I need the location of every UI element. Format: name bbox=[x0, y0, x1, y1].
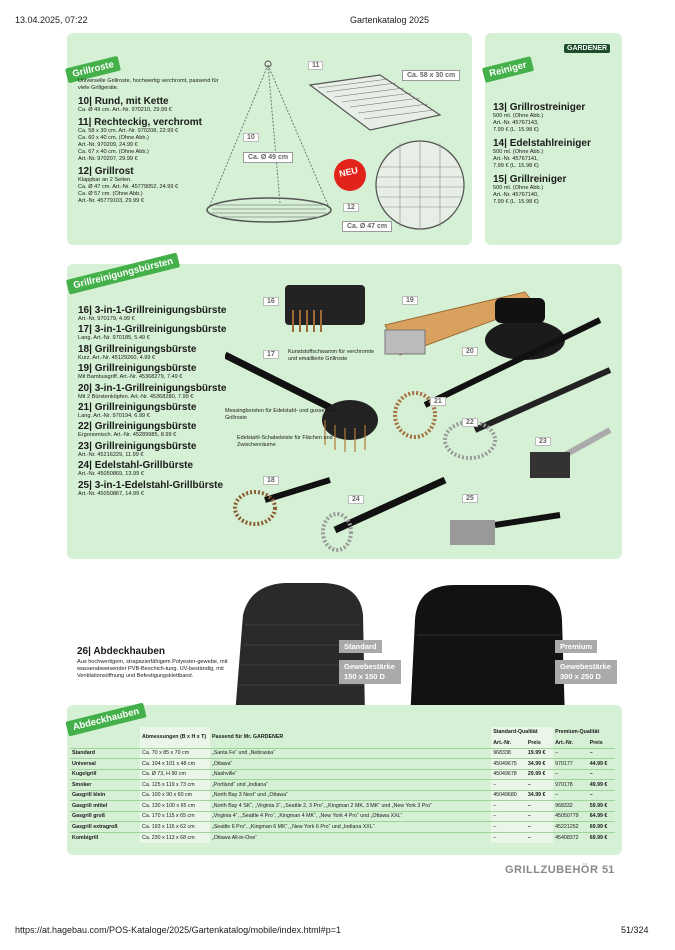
cell-s-art: – bbox=[491, 780, 526, 791]
cell-dim: Ca. 125 x 119 x 73 cm bbox=[140, 780, 210, 791]
size-label-11: Ca. 58 x 30 cm bbox=[402, 70, 460, 81]
img-num-11: 11 bbox=[308, 61, 323, 70]
standard-weave: Gewebestärke 150 x 150 D bbox=[339, 660, 401, 684]
table-row bbox=[70, 759, 615, 770]
buerste-line: Art.-Nr. 45050867, 14.99 € bbox=[78, 490, 144, 497]
cell-dim: Ca. 100 x 90 x 60 cm bbox=[140, 790, 210, 801]
cell-p-price: 69.99 € bbox=[588, 822, 615, 833]
cell-s-price: – bbox=[526, 832, 553, 843]
brush-num-25: 25 bbox=[462, 494, 478, 503]
grillrost-line: Art.-Nr. 970207, 29.99 € bbox=[78, 156, 138, 162]
reiniger-title: 15| Grillreiniger bbox=[493, 174, 567, 185]
reiniger-line: 7.99 € (L. 15.98 €) bbox=[493, 163, 539, 169]
brush-num-21: 21 bbox=[430, 397, 446, 406]
standard-label: Standard bbox=[339, 640, 382, 653]
cell-p-price: 44.99 € bbox=[588, 759, 615, 770]
th-fits: Passend für Mr. GARDENER bbox=[212, 734, 284, 741]
cell-p-price: – bbox=[588, 748, 615, 759]
print-datetime: 13.04.2025, 07:22 bbox=[15, 15, 88, 25]
brush-num-24: 24 bbox=[348, 495, 364, 504]
buerste-title: 24| Edelstahl-Grillbürste bbox=[78, 460, 194, 472]
cell-s-art: 968338 bbox=[491, 748, 526, 759]
buerste-line: Lang. Art.-Nr. 970194, 6.99 € bbox=[78, 412, 150, 419]
cell-dim: Ca. 130 x 100 x 65 cm bbox=[140, 801, 210, 812]
reiniger-line: 7.99 € (L. 15.98 €) bbox=[493, 199, 539, 205]
cell-s-price: – bbox=[526, 801, 553, 812]
page-number: 51 bbox=[602, 864, 615, 876]
cell-fits: „Santa Fe“ und „Nebraska“ bbox=[210, 748, 491, 759]
brand-logo: GARDENER bbox=[564, 44, 610, 53]
table-row bbox=[70, 769, 615, 780]
annotation-sponge: Kunststoffschwamm für verchromte und emaillierte Grillroste bbox=[288, 349, 375, 362]
th-prem: Premium-Qualität bbox=[555, 729, 600, 736]
cell-dim: Ca. 230 x 113 x 68 cm bbox=[140, 832, 210, 843]
cell-s-art: 45049678 bbox=[491, 769, 526, 780]
cell-fits: „Portland“ und „Indiana“ bbox=[210, 780, 491, 791]
cell-name: Gasgrill klein bbox=[70, 790, 140, 801]
cell-p-price: 59.99 € bbox=[588, 801, 615, 812]
cell-name: Kombigrill bbox=[70, 832, 140, 843]
buerste-product bbox=[78, 344, 228, 362]
cell-fits: „North Bay 4 SK“, „Virginia 3“, „Seattle 2, 3 Pro“, „Kingman 2 MK, 3 MK“ und „New York 3 Pro“ bbox=[210, 801, 491, 812]
brush-num-23: 23 bbox=[535, 437, 551, 446]
grillrost-title: 10| Rund, mit Kette bbox=[78, 96, 169, 107]
annotation-scraper: Edelstahl-Schabeleiste für Flächen und Zwischenräume bbox=[237, 435, 333, 448]
buerste-line: Kurz. Art.-Nr. 45129260, 4.99 € bbox=[78, 354, 156, 361]
cell-p-art: 45221252 bbox=[553, 822, 588, 833]
buerste-product bbox=[78, 363, 228, 381]
buerste-title: 18| Grillreinigungsbürste bbox=[78, 343, 197, 355]
cell-s-art: – bbox=[491, 822, 526, 833]
buerste-line: Art.-Nr. 45216229, 11.99 € bbox=[78, 451, 144, 458]
reiniger-line: Art.-Nr. 45767141, bbox=[493, 156, 539, 162]
grillrost-line: Ca. 67 x 40 cm. (Ohne Abb.) bbox=[78, 149, 149, 155]
print-doc-title: Gartenkatalog 2025 bbox=[350, 15, 430, 25]
reiniger-product bbox=[493, 138, 618, 170]
buerste-line: Ergonomisch. Art.-Nr. 45289985, 8.99 € bbox=[78, 432, 177, 439]
buerste-line: Lang. Art.-Nr. 970185, 5.49 € bbox=[78, 335, 150, 342]
table-row bbox=[70, 801, 615, 812]
abdeckhauben-title: 26| Abdeckhauben bbox=[77, 646, 166, 657]
th-std-art: Art.-Nr. bbox=[491, 738, 526, 749]
cell-s-art: – bbox=[491, 832, 526, 843]
cell-s-art: 45049675 bbox=[491, 759, 526, 770]
abdeckhauben-table bbox=[70, 727, 615, 843]
cell-p-art: 970178 bbox=[553, 780, 588, 791]
reiniger-tag: Reiniger bbox=[482, 56, 534, 83]
buerste-line: Art.-Nr. 970179, 4.99 € bbox=[78, 316, 135, 322]
cell-p-art: 968332 bbox=[553, 801, 588, 812]
reiniger-line: Art.-Nr. 45767140, bbox=[493, 192, 539, 198]
grillrost-line: Ca. Ø 49 cm. Art.-Nr. 970210, 29.99 € bbox=[78, 107, 172, 113]
buerste-title: 19| Grillreinigungsbürste bbox=[78, 363, 197, 375]
grillrost-title: 11| Rechteckig, verchromt bbox=[78, 117, 202, 128]
th-prem-art: Art.-Nr. bbox=[555, 739, 574, 746]
buerste-title: 20| 3-in-1-Grillreinigungsbürste bbox=[78, 382, 227, 394]
grillrost-line: Klappbar an 2 Seiten. bbox=[78, 177, 132, 183]
premium-weave: Gewebestärke 300 x 250 D bbox=[555, 660, 617, 684]
neu-badge: NEU bbox=[338, 165, 359, 179]
buerste-line: Mit 2 Bürstenköpfen. Art.-Nr. 45368280, 7.99 € bbox=[78, 393, 194, 400]
buerste-product bbox=[78, 421, 228, 439]
premium-label: Premium bbox=[555, 640, 597, 653]
cell-s-price: 19.99 € bbox=[526, 748, 553, 759]
buerste-title: 21| Grillreinigungsbürste bbox=[78, 401, 197, 413]
cell-name: Kugelgrill bbox=[70, 769, 140, 780]
th-std-price: Preis bbox=[526, 738, 553, 749]
cell-s-price: 34.99 € bbox=[526, 790, 553, 801]
cell-dim: Ca. 104 x 101 x 48 cm bbox=[140, 759, 210, 770]
cell-p-art: – bbox=[553, 769, 588, 780]
cell-p-art: – bbox=[553, 790, 588, 801]
cell-p-art: – bbox=[553, 748, 588, 759]
brush-num-17: 17 bbox=[263, 350, 279, 359]
cell-p-price: 64.99 € bbox=[588, 811, 615, 822]
cell-dim: Ca. 193 x 116 x 62 cm bbox=[140, 822, 210, 833]
cell-name: Universal bbox=[70, 759, 140, 770]
grillrost-title: 12| Grillrost bbox=[78, 166, 134, 177]
reiniger-line: Art.-Nr. 45767143, bbox=[493, 120, 539, 126]
abdeckhauben-tag: Abdeckhauben bbox=[65, 703, 146, 737]
cell-s-price: – bbox=[526, 780, 553, 791]
table-row bbox=[70, 822, 615, 833]
grillroste-intro: Universelle Grillroste, hochwertig verchromt, passend für viele Grillgeräte. bbox=[78, 78, 219, 91]
cell-fits: „Ottawa All-in-One“ bbox=[210, 832, 491, 843]
buerste-line: Mit Bambusgriff. Art.-Nr. 45368279, 7.49 € bbox=[78, 374, 183, 381]
cell-p-price: 69.99 € bbox=[588, 832, 615, 843]
cell-p-art: 970177 bbox=[553, 759, 588, 770]
reiniger-product bbox=[493, 102, 618, 134]
abdeckhauben-images bbox=[225, 575, 570, 725]
cell-s-price: – bbox=[526, 811, 553, 822]
grillrost-line: Art.-Nr. 970209, 24.99 € bbox=[78, 142, 138, 148]
abdeckhauben-text bbox=[77, 646, 232, 680]
buersten-text bbox=[78, 305, 228, 499]
th-std: Standard-Qualität bbox=[491, 727, 553, 738]
cell-s-art: – bbox=[491, 801, 526, 812]
grillroste-tag: Grillroste bbox=[65, 56, 121, 84]
cell-name: Standard bbox=[70, 748, 140, 759]
cell-s-price: – bbox=[526, 822, 553, 833]
grillrost-line: Ca. 58 x 30 cm. Art.-Nr. 970208, 22.99 € bbox=[78, 128, 179, 134]
buerste-product bbox=[78, 402, 228, 420]
cell-fits: „Virginia 4“, „Seattle 4 Pro“, „Kingman 4 MK“, „New York 4 Pro“ und „Ottawa XXL“ bbox=[210, 811, 491, 822]
cell-dim: Ca. Ø 73, H 90 cm bbox=[140, 769, 210, 780]
cell-p-price: – bbox=[588, 769, 615, 780]
cell-p-price: – bbox=[588, 790, 615, 801]
cell-name: Gasgrill groß bbox=[70, 811, 140, 822]
brush-num-22: 22 bbox=[462, 418, 478, 427]
img-num-10: 10 bbox=[243, 133, 259, 142]
cell-p-price: 49.99 € bbox=[588, 780, 615, 791]
reiniger-line: 500 ml. (Ohne Abb.) bbox=[493, 185, 544, 191]
cell-fits: „North Bay 3 Next“ und „Ottawa“ bbox=[210, 790, 491, 801]
grillrost-line: Ca. 60 x 40 cm. (Ohne Abb.) bbox=[78, 135, 149, 141]
table-row bbox=[70, 832, 615, 843]
cell-fits: „Ottawa“ bbox=[210, 759, 491, 770]
table-row bbox=[70, 790, 615, 801]
brush-num-19: 19 bbox=[402, 296, 418, 305]
th-dim: Abmessungen (B x H x T) bbox=[140, 727, 210, 748]
buerste-product bbox=[78, 324, 228, 342]
brush-num-18: 18 bbox=[263, 476, 279, 485]
buerste-product bbox=[78, 441, 228, 459]
buerste-product bbox=[78, 305, 228, 323]
cell-s-price: 34.99 € bbox=[526, 759, 553, 770]
cell-p-art: 45408372 bbox=[553, 832, 588, 843]
annotation-brass: Messingborsten für Edelstahl- und gusseiserne Grillroste bbox=[225, 408, 340, 421]
buerste-product bbox=[78, 460, 228, 478]
img-num-12: 12 bbox=[343, 203, 359, 212]
cell-name: Gasgrill mittel bbox=[70, 801, 140, 812]
table-row bbox=[70, 748, 615, 759]
brush-num-16: 16 bbox=[263, 297, 279, 306]
buerste-product bbox=[78, 383, 228, 401]
buerste-title: 23| Grillreinigungsbürste bbox=[78, 440, 197, 452]
cell-fits: „Seattle 6 Pro“, „Kingman 6 MK“, „New York 6 Pro“ und „Indiana XXL“ bbox=[210, 822, 491, 833]
size-label-10: Ca. Ø 49 cm bbox=[243, 152, 293, 163]
section-footer: GRILLZUBEHÖR bbox=[505, 864, 599, 876]
grillrost-line: Ca. Ø 57 cm. (Ohne Abb.) bbox=[78, 191, 143, 197]
reiniger-line: 500 ml. (Ohne Abb.) bbox=[493, 149, 544, 155]
cell-fits: „Nashville“ bbox=[210, 769, 491, 780]
reiniger-title: 14| Edelstahlreiniger bbox=[493, 138, 591, 149]
grillrost-line: Art.-Nr. 45779103, 29.99 € bbox=[78, 198, 144, 204]
grillroste-images bbox=[200, 55, 470, 240]
brush-num-20: 20 bbox=[462, 347, 478, 356]
table-row bbox=[70, 780, 615, 791]
th-prem-price: Preis bbox=[589, 739, 603, 746]
reiniger-title: 13| Grillrostreiniger bbox=[493, 102, 586, 113]
reiniger-line: 7.99 € (L. 15.98 €) bbox=[493, 127, 539, 133]
cell-s-price: 29.99 € bbox=[526, 769, 553, 780]
size-label-12: Ca. Ø 47 cm bbox=[342, 221, 392, 232]
cell-name: Smoker bbox=[70, 780, 140, 791]
cell-p-art: 45050779 bbox=[553, 811, 588, 822]
cell-dim: Ca. 170 x 115 x 65 cm bbox=[140, 811, 210, 822]
buerste-product bbox=[78, 480, 228, 498]
abdeckhauben-desc: Aus hochwertigem, strapazierfähigem Polyester-gewebe, mit wasserabweisender PVB-Beschich-tung. UV-beständig, mit Ventilationsöffnung und Befestigungsklettband. bbox=[77, 659, 228, 679]
reiniger-line: 500 ml. (Ohne Abb.) bbox=[493, 113, 544, 119]
buerste-line: Art.-Nr. 45050869, 13.99 € bbox=[78, 471, 144, 478]
buerste-title: 25| 3-in-1-Edelstahl-Grillbürste bbox=[78, 479, 224, 491]
reiniger-product bbox=[493, 174, 618, 206]
reiniger-text bbox=[493, 102, 618, 210]
cell-s-art: 45049680 bbox=[491, 790, 526, 801]
table-row bbox=[70, 811, 615, 822]
cell-name: Gasgrill extragroß bbox=[70, 822, 140, 833]
buerste-title: 22| Grillreinigungsbürste bbox=[78, 421, 197, 433]
buerste-title: 17| 3-in-1-Grillreinigungsbürste bbox=[78, 324, 227, 336]
cell-dim: Ca. 70 x 85 x 70 cm bbox=[140, 748, 210, 759]
grillrost-line: Ca. Ø 47 cm. Art.-Nr. 45779052, 24.99 € bbox=[78, 184, 179, 190]
print-url[interactable]: https://at.hagebau.com/POS-Kataloge/2025/Gartenkatalog/mobile/index.html#p=1 bbox=[15, 925, 341, 935]
buersten-tag: Grillreinigungsbürsten bbox=[66, 252, 181, 294]
cell-s-art: – bbox=[491, 811, 526, 822]
buerste-title: 16| 3-in-1-Grillreinigungsbürste bbox=[78, 305, 227, 316]
print-page-counter: 51/324 bbox=[621, 925, 649, 935]
